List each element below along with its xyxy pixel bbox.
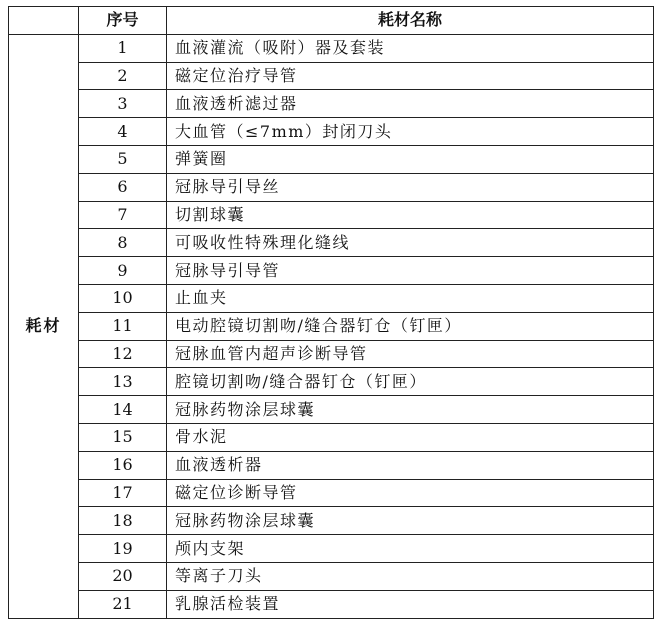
table-row	[9, 590, 654, 618]
seq-cell: 3	[79, 90, 167, 118]
table-row	[9, 173, 654, 201]
name-cell: 血液灌流（吸附）器及套装	[167, 34, 654, 62]
table-row	[9, 562, 654, 590]
table-body	[9, 34, 654, 618]
table-row	[9, 368, 654, 396]
seq-cell: 18	[79, 507, 167, 535]
name-cell: 乳腺活检装置	[167, 590, 654, 618]
name-cell: 冠脉药物涂层球囊	[167, 396, 654, 424]
table-row	[9, 312, 654, 340]
name-cell: 冠脉导引导丝	[167, 173, 654, 201]
table-row	[9, 535, 654, 563]
table-row	[9, 396, 654, 424]
table-row	[9, 34, 654, 62]
seq-cell: 6	[79, 173, 167, 201]
seq-cell: 8	[79, 229, 167, 257]
name-cell: 冠脉药物涂层球囊	[167, 507, 654, 535]
name-cell: 冠脉血管内超声诊断导管	[167, 340, 654, 368]
name-cell: 骨水泥	[167, 423, 654, 451]
seq-cell: 12	[79, 340, 167, 368]
name-cell: 颅内支架	[167, 535, 654, 563]
header-category-blank	[9, 7, 79, 35]
seq-cell: 20	[79, 562, 167, 590]
seq-cell: 1	[79, 34, 167, 62]
name-cell: 腔镜切割吻/缝合器钉仓（钉匣）	[167, 368, 654, 396]
seq-cell: 5	[79, 145, 167, 173]
table-row	[9, 118, 654, 146]
name-cell: 大血管（≤7mm）封闭刀头	[167, 118, 654, 146]
name-cell: 血液透析器	[167, 451, 654, 479]
seq-cell: 4	[79, 118, 167, 146]
name-cell: 等离子刀头	[167, 562, 654, 590]
consumables-table-container	[8, 6, 653, 618]
name-cell: 止血夹	[167, 284, 654, 312]
name-cell: 冠脉导引导管	[167, 257, 654, 285]
seq-cell: 15	[79, 423, 167, 451]
seq-cell: 19	[79, 535, 167, 563]
table-header	[9, 7, 654, 35]
name-cell: 磁定位治疗导管	[167, 62, 654, 90]
header-name: 耗材名称	[167, 7, 654, 35]
consumables-table	[8, 6, 654, 619]
table-row	[9, 340, 654, 368]
seq-cell: 11	[79, 312, 167, 340]
seq-cell: 2	[79, 62, 167, 90]
table-row	[9, 257, 654, 285]
seq-cell: 16	[79, 451, 167, 479]
table-row	[9, 479, 654, 507]
table-row	[9, 507, 654, 535]
table-row	[9, 90, 654, 118]
table-row	[9, 62, 654, 90]
name-cell: 血液透析滤过器	[167, 90, 654, 118]
category-cell: 耗材	[9, 34, 79, 618]
table-row	[9, 423, 654, 451]
table-row	[9, 229, 654, 257]
seq-cell: 10	[79, 284, 167, 312]
seq-cell: 9	[79, 257, 167, 285]
seq-cell: 14	[79, 396, 167, 424]
table-row	[9, 145, 654, 173]
name-cell: 电动腔镜切割吻/缝合器钉仓（钉匣）	[167, 312, 654, 340]
name-cell: 可吸收性特殊理化缝线	[167, 229, 654, 257]
name-cell: 磁定位诊断导管	[167, 479, 654, 507]
seq-cell: 17	[79, 479, 167, 507]
name-cell: 切割球囊	[167, 201, 654, 229]
header-seq: 序号	[79, 7, 167, 35]
table-row	[9, 201, 654, 229]
seq-cell: 7	[79, 201, 167, 229]
seq-cell: 13	[79, 368, 167, 396]
table-row	[9, 451, 654, 479]
header-row	[9, 7, 654, 35]
seq-cell: 21	[79, 590, 167, 618]
name-cell: 弹簧圈	[167, 145, 654, 173]
table-row	[9, 284, 654, 312]
